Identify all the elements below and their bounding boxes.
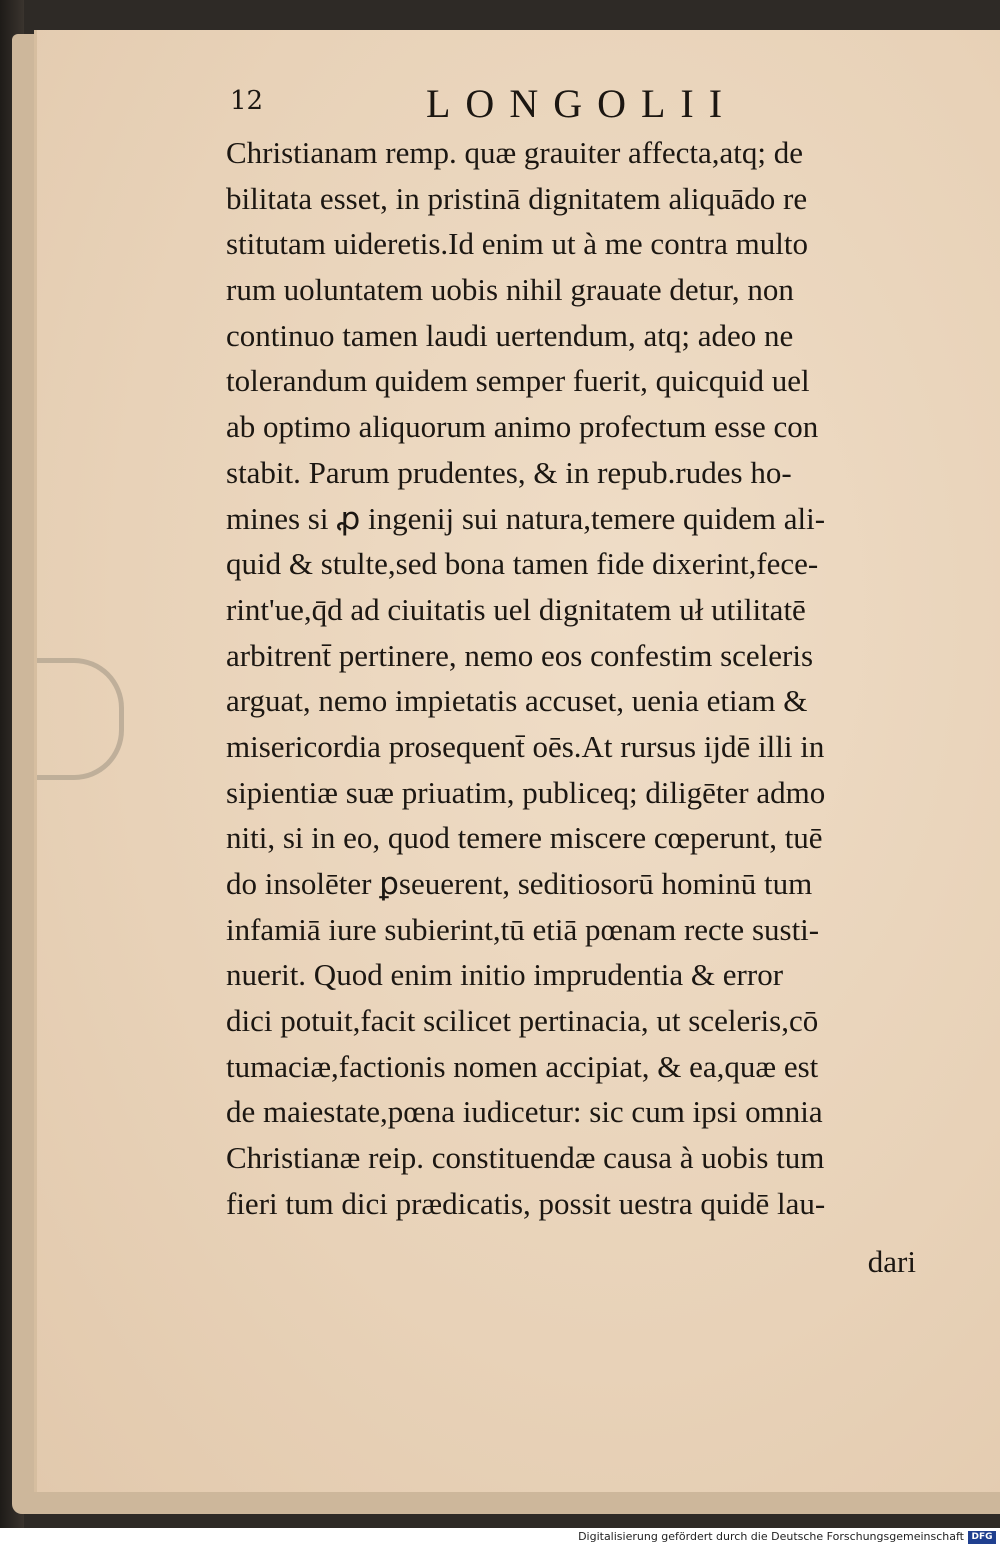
page-header [226,80,926,130]
folio-number: 12 [230,86,264,116]
text-line: arbitrent̄ pertinere, nemo eos confestim sceleris [226,637,814,673]
text-line: stabit. Parum prudentes, & in repub.rudes ho- [226,454,792,490]
text-line: bilitata esset, in pristinā dignitatem aliquādo re [226,180,808,216]
text-line: tolerandum quidem semper fuerit, quicquid uel [226,363,810,399]
text-line: stitutam uideretis.Id enim ut à me contra multo [226,226,808,262]
running-head: LONGOLII [426,81,738,126]
text-line: dici potuit,facit scilicet pertinacia, ut sceleris,cō [226,1003,819,1039]
text-line: sipientiæ suæ priuatim, publiceq; diligēter admo [226,774,826,810]
text-line: do insolēter ꝑseuerent, seditiosorū hominū tum [226,866,813,901]
funding-credit: Digitalisierung gefördert durch die Deutsche Forschungsgemeinschaft [578,1530,964,1543]
body-text [226,130,926,1227]
footer-bar [0,1528,1000,1548]
text-line: rum uoluntatem uobis nihil grauate detur, non [226,272,794,308]
text-line: continuo tamen laudi uertendum, atq; adeo ne [226,317,794,353]
text-line: rint'ue,q̄d ad ciuitatis uel dignitatem uł utilitatē [226,591,806,627]
catchword: dari [867,1244,916,1279]
text-line: arguat, nemo impietatis accuset, uenia etiam & [226,683,808,719]
text-line: tumaciæ,factionis nomen accipiat, & ea,quæ est [226,1048,819,1084]
text-line: quid & stulte,sed bona tamen fide dixerint,fece- [226,546,819,582]
text-line: nuerit. Quod enim initio imprudentia & error [226,957,784,993]
text-line: infamiā iure subierint,tū etiā pœnam recte susti- [226,911,820,947]
dfg-logo: DFG [968,1531,996,1544]
text-line: misericordia prosequent̄ oēs.At rursus ijdē illi in [226,728,825,764]
page-clip [37,658,124,780]
text-line: niti, si in eo, quod temere miscere cœperunt, tuē [226,820,823,856]
text-line: Christianæ reip. constituendæ causa à uobis tum [226,1140,825,1176]
text-line: mines si ꝓ ingenij sui natura,temere quidem ali- [226,500,826,536]
text-line: Christianam remp. quæ grauiter affecta,atq; de [226,135,804,170]
text-line: de maiestate,pœna iudicetur: sic cum ipsi omnia [226,1094,823,1130]
text-line: fieri tum dici prædicatis, possit uestra quidē lau- [226,1185,826,1221]
text-line: ab optimo aliquorum animo profectum esse con [226,409,819,445]
